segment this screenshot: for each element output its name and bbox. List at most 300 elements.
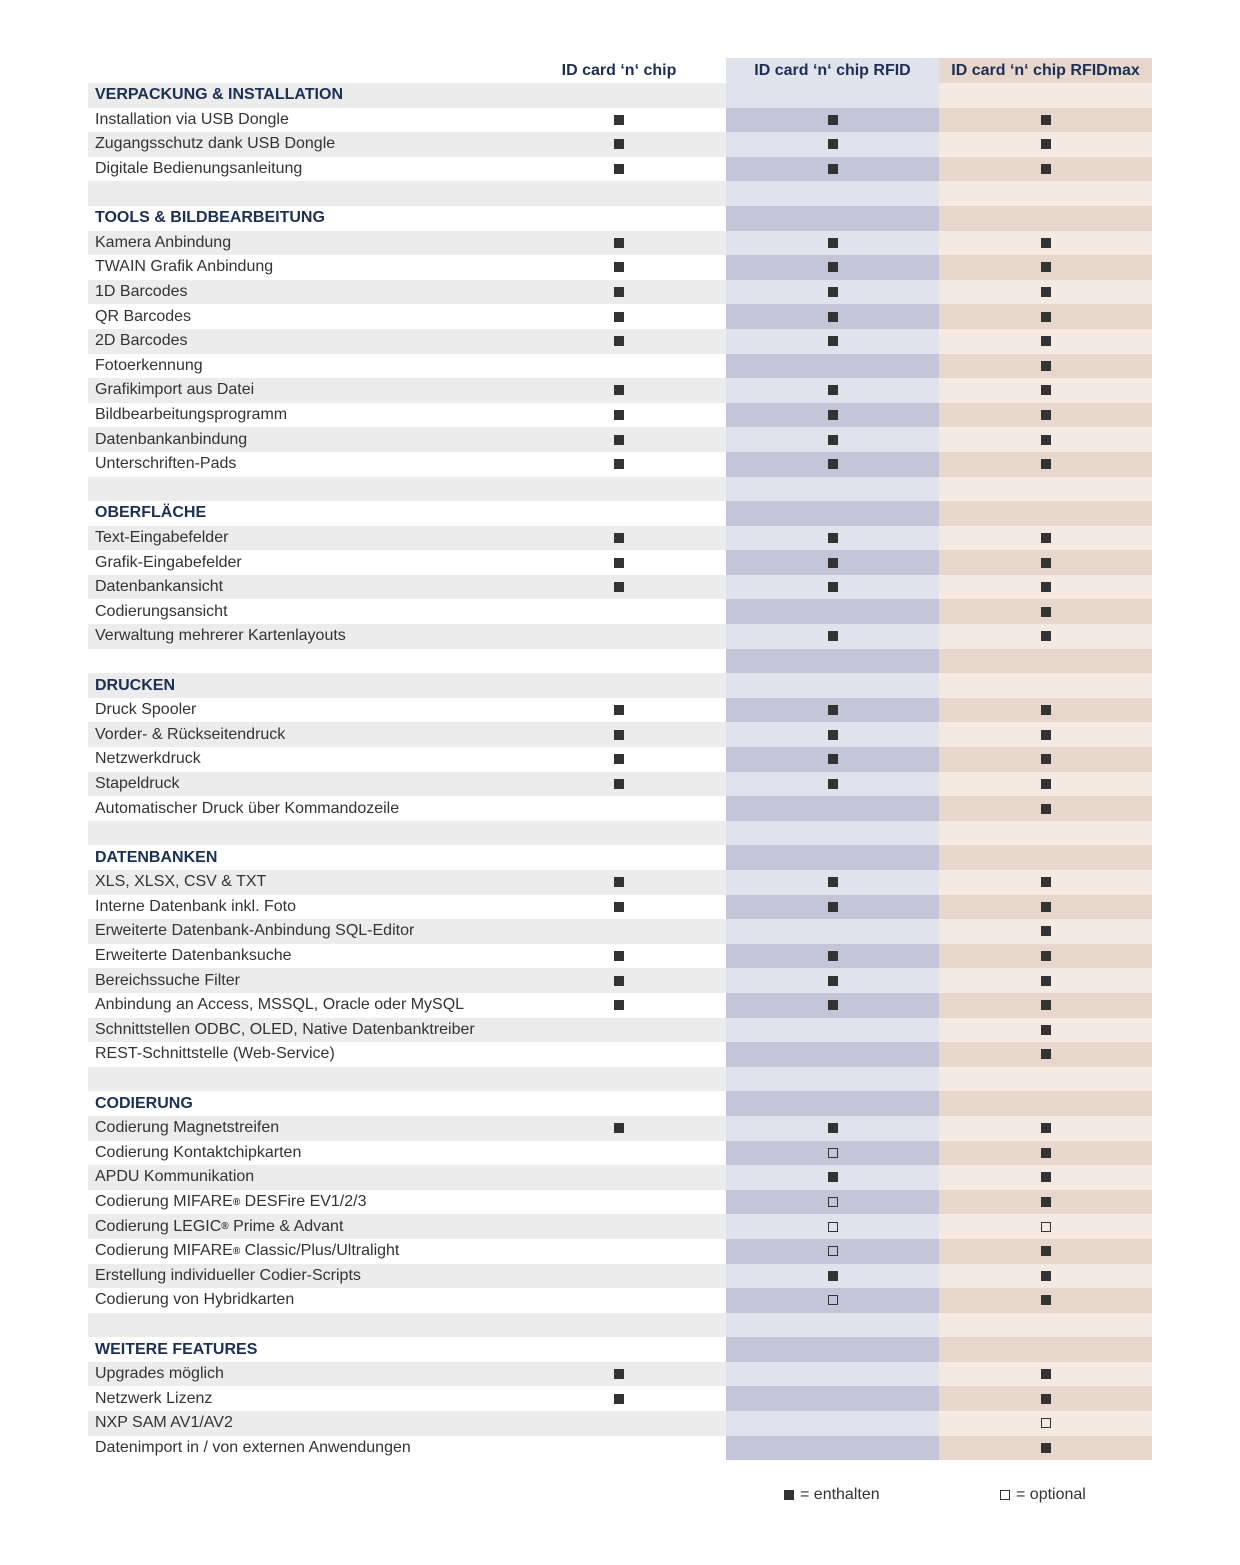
table-row bbox=[88, 354, 1152, 379]
cell-rfid bbox=[726, 895, 939, 920]
table-row bbox=[88, 1362, 1152, 1387]
included-square-icon bbox=[1041, 1295, 1051, 1305]
registered-mark: ® bbox=[221, 1221, 229, 1233]
cell-rfid bbox=[726, 255, 939, 280]
cell-rfidmax bbox=[939, 968, 1152, 993]
table-row bbox=[88, 550, 1152, 575]
table-row bbox=[88, 157, 1152, 182]
cell-basic bbox=[512, 255, 726, 280]
included-square-icon bbox=[1041, 1271, 1051, 1281]
cell-basic bbox=[512, 1436, 726, 1461]
cell-basic bbox=[512, 157, 726, 182]
included-square-icon bbox=[1041, 459, 1051, 469]
cell-rfid bbox=[726, 944, 939, 969]
cell-rfid bbox=[726, 157, 939, 182]
table-row bbox=[88, 772, 1152, 797]
included-square-icon bbox=[614, 238, 624, 248]
included-square-icon bbox=[614, 1123, 624, 1133]
cell-basic bbox=[512, 772, 726, 797]
cell-rfidmax bbox=[939, 231, 1152, 256]
cell-rfid bbox=[726, 427, 939, 452]
included-square-icon bbox=[614, 1394, 624, 1404]
feature-label: REST-Schnittstelle (Web-Service) bbox=[88, 1042, 512, 1067]
cell-rfidmax bbox=[939, 772, 1152, 797]
cell-rfidmax bbox=[939, 944, 1152, 969]
cell-rfidmax bbox=[939, 1165, 1152, 1190]
spacer-cell bbox=[88, 477, 512, 502]
included-square-icon bbox=[828, 533, 838, 543]
section-row bbox=[88, 206, 1152, 231]
column-header-basic: ID card ‘n‘ chip bbox=[561, 62, 677, 79]
feature-label: Text-Eingabefelder bbox=[88, 526, 512, 551]
included-square-icon bbox=[1041, 262, 1051, 272]
included-square-icon bbox=[614, 410, 624, 420]
cell-rfidmax bbox=[939, 403, 1152, 428]
cell-rfid bbox=[726, 1116, 939, 1141]
cell-basic bbox=[512, 231, 726, 256]
section-title: VERPACKUNG & INSTALLATION bbox=[88, 83, 512, 108]
included-square-icon bbox=[614, 902, 624, 912]
table-row bbox=[88, 599, 1152, 624]
cell-basic bbox=[512, 1386, 726, 1411]
included-square-icon bbox=[828, 976, 838, 986]
included-square-icon bbox=[828, 1271, 838, 1281]
cell-basic bbox=[512, 968, 726, 993]
included-square-icon bbox=[614, 459, 624, 469]
feature-label bbox=[88, 1239, 512, 1264]
included-square-icon bbox=[1041, 1148, 1051, 1158]
cell-basic bbox=[512, 304, 726, 329]
included-square-icon bbox=[614, 976, 624, 986]
section-title: OBERFLÄCHE bbox=[88, 501, 512, 526]
cell-rfidmax bbox=[939, 255, 1152, 280]
cell-rfid bbox=[726, 1165, 939, 1190]
cell-basic bbox=[512, 1190, 726, 1215]
spacer-cell bbox=[88, 649, 512, 674]
included-square-icon bbox=[614, 1000, 624, 1010]
cell-rfid bbox=[726, 132, 939, 157]
cell-rfidmax bbox=[939, 599, 1152, 624]
cell-basic bbox=[512, 1214, 726, 1239]
spacer-row bbox=[88, 1313, 1152, 1338]
cell-rfid bbox=[726, 452, 939, 477]
cell-rfidmax bbox=[939, 747, 1152, 772]
included-square-icon bbox=[614, 164, 624, 174]
feature-comparison-table bbox=[88, 58, 1152, 1460]
cell-basic bbox=[512, 1018, 726, 1043]
cell-rfidmax bbox=[939, 108, 1152, 133]
cell-basic bbox=[512, 477, 726, 502]
optional-square-icon bbox=[828, 1295, 838, 1305]
cell-rfid bbox=[726, 1042, 939, 1067]
cell-rfid bbox=[726, 280, 939, 305]
legend-optional-label: = optional bbox=[1016, 1486, 1086, 1503]
feature-label: Netzwerk Lizenz bbox=[88, 1386, 512, 1411]
cell-rfidmax bbox=[939, 1067, 1152, 1092]
included-square-icon bbox=[1041, 804, 1051, 814]
included-square-icon bbox=[828, 631, 838, 641]
cell-rfidmax bbox=[939, 1042, 1152, 1067]
cell-basic bbox=[512, 280, 726, 305]
feature-label: Erstellung individueller Codier-Scripts bbox=[88, 1264, 512, 1289]
included-square-icon bbox=[828, 238, 838, 248]
section-title: DRUCKEN bbox=[88, 673, 512, 698]
feature-label: Vorder- & Rückseitendruck bbox=[88, 722, 512, 747]
cell-rfidmax bbox=[939, 1386, 1152, 1411]
feature-label-main: Codierung LEGIC bbox=[95, 1217, 222, 1235]
cell-basic bbox=[512, 649, 726, 674]
included-square-icon bbox=[828, 902, 838, 912]
cell-basic bbox=[512, 624, 726, 649]
optional-square-icon bbox=[1041, 1222, 1051, 1232]
feature-label-suffix: Classic/Plus/Ultralight bbox=[240, 1242, 400, 1260]
table-row bbox=[88, 304, 1152, 329]
cell-rfid bbox=[726, 772, 939, 797]
cell-basic bbox=[512, 919, 726, 944]
feature-label: XLS, XLSX, CSV & TXT bbox=[88, 870, 512, 895]
included-square-icon bbox=[614, 779, 624, 789]
included-square-icon bbox=[614, 582, 624, 592]
cell-rfid bbox=[726, 1313, 939, 1338]
cell-basic bbox=[512, 1165, 726, 1190]
included-square-icon bbox=[1041, 1172, 1051, 1182]
cell-basic bbox=[512, 181, 726, 206]
feature-label: Kamera Anbindung bbox=[88, 231, 512, 256]
included-square-icon bbox=[828, 779, 838, 789]
table-row bbox=[88, 919, 1152, 944]
section-row bbox=[88, 845, 1152, 870]
table-row bbox=[88, 722, 1152, 747]
cell-rfid bbox=[726, 1436, 939, 1461]
feature-label: Datenbankansicht bbox=[88, 575, 512, 600]
cell-rfid bbox=[726, 747, 939, 772]
included-square-icon bbox=[1041, 877, 1051, 887]
cell-basic bbox=[512, 132, 726, 157]
cell-rfidmax bbox=[939, 698, 1152, 723]
included-square-icon bbox=[1041, 1000, 1051, 1010]
section-row bbox=[88, 1337, 1152, 1362]
cell-rfid bbox=[726, 181, 939, 206]
cell-basic bbox=[512, 1288, 726, 1313]
cell-basic bbox=[512, 550, 726, 575]
filled-square-icon bbox=[784, 1490, 794, 1500]
section-row bbox=[88, 501, 1152, 526]
cell-rfid bbox=[726, 1141, 939, 1166]
cell-basic bbox=[512, 206, 726, 231]
included-square-icon bbox=[1041, 533, 1051, 543]
included-square-icon bbox=[1041, 164, 1051, 174]
included-square-icon bbox=[828, 877, 838, 887]
cell-rfidmax bbox=[939, 206, 1152, 231]
feature-label: Bildbearbeitungsprogramm bbox=[88, 403, 512, 428]
table-row bbox=[88, 1141, 1152, 1166]
feature-label: Verwaltung mehrerer Kartenlayouts bbox=[88, 624, 512, 649]
included-square-icon bbox=[828, 1172, 838, 1182]
included-square-icon bbox=[1041, 951, 1051, 961]
optional-square-icon bbox=[1041, 1418, 1051, 1428]
table-row bbox=[88, 280, 1152, 305]
table-row bbox=[88, 895, 1152, 920]
included-square-icon bbox=[828, 115, 838, 125]
cell-rfid bbox=[726, 477, 939, 502]
feature-label-suffix: Prime & Advant bbox=[228, 1217, 344, 1235]
cell-rfidmax bbox=[939, 427, 1152, 452]
spacer-cell bbox=[88, 821, 512, 846]
cell-basic bbox=[512, 526, 726, 551]
cell-rfid bbox=[726, 1264, 939, 1289]
spacer-row bbox=[88, 477, 1152, 502]
cell-rfidmax bbox=[939, 722, 1152, 747]
table-row bbox=[88, 526, 1152, 551]
optional-square-icon bbox=[828, 1246, 838, 1256]
cell-basic bbox=[512, 403, 726, 428]
feature-label-suffix: DESFire EV1/2/3 bbox=[240, 1193, 367, 1211]
feature-label: Automatischer Druck über Kommandozeile bbox=[88, 796, 512, 821]
cell-rfidmax bbox=[939, 280, 1152, 305]
table-row bbox=[88, 452, 1152, 477]
cell-rfidmax bbox=[939, 550, 1152, 575]
cell-rfid bbox=[726, 919, 939, 944]
table-row bbox=[88, 231, 1152, 256]
included-square-icon bbox=[828, 139, 838, 149]
cell-basic bbox=[512, 1362, 726, 1387]
included-square-icon bbox=[1041, 1197, 1051, 1207]
cell-rfidmax bbox=[939, 1337, 1152, 1362]
feature-label: Anbindung an Access, MSSQL, Oracle oder MySQL bbox=[88, 993, 512, 1018]
included-square-icon bbox=[614, 385, 624, 395]
optional-square-icon bbox=[828, 1197, 838, 1207]
feature-label: APDU Kommunikation bbox=[88, 1165, 512, 1190]
cell-rfid bbox=[726, 870, 939, 895]
cell-basic bbox=[512, 1411, 726, 1436]
feature-label: Digitale Bedienungsanleitung bbox=[88, 157, 512, 182]
table-row bbox=[88, 427, 1152, 452]
table-row bbox=[88, 796, 1152, 821]
feature-label: Codierung von Hybridkarten bbox=[88, 1288, 512, 1313]
legend-optional bbox=[1000, 1486, 1086, 1504]
feature-label-main: Codierung MIFARE bbox=[95, 1193, 233, 1211]
included-square-icon bbox=[614, 533, 624, 543]
feature-label: 1D Barcodes bbox=[88, 280, 512, 305]
included-square-icon bbox=[614, 312, 624, 322]
optional-square-icon bbox=[828, 1148, 838, 1158]
cell-rfidmax bbox=[939, 1288, 1152, 1313]
included-square-icon bbox=[1041, 1443, 1051, 1453]
cell-rfid bbox=[726, 845, 939, 870]
included-square-icon bbox=[614, 262, 624, 272]
included-square-icon bbox=[1041, 435, 1051, 445]
spacer-row bbox=[88, 1067, 1152, 1092]
cell-rfidmax bbox=[939, 624, 1152, 649]
cell-rfid bbox=[726, 1018, 939, 1043]
legend-included-label: = enthalten bbox=[800, 1486, 880, 1503]
cell-rfid bbox=[726, 1411, 939, 1436]
included-square-icon bbox=[828, 951, 838, 961]
cell-basic bbox=[512, 747, 726, 772]
included-square-icon bbox=[828, 336, 838, 346]
cell-rfidmax bbox=[939, 845, 1152, 870]
included-square-icon bbox=[828, 1123, 838, 1133]
table-row bbox=[88, 993, 1152, 1018]
cell-basic bbox=[512, 821, 726, 846]
header-spacer bbox=[88, 58, 512, 83]
included-square-icon bbox=[1041, 582, 1051, 592]
feature-label: Codierung Magnetstreifen bbox=[88, 1116, 512, 1141]
feature-label bbox=[88, 1190, 512, 1215]
included-square-icon bbox=[1041, 287, 1051, 297]
included-square-icon bbox=[1041, 558, 1051, 568]
cell-rfidmax bbox=[939, 1018, 1152, 1043]
included-square-icon bbox=[1041, 926, 1051, 936]
feature-label: Erweiterte Datenbank-Anbindung SQL-Editor bbox=[88, 919, 512, 944]
cell-rfid bbox=[726, 1288, 939, 1313]
optional-square-icon bbox=[828, 1222, 838, 1232]
feature-label-main: Codierung MIFARE bbox=[95, 1242, 233, 1260]
table-row bbox=[88, 1116, 1152, 1141]
spacer-row bbox=[88, 181, 1152, 206]
feature-label: Grafik-Eingabefelder bbox=[88, 550, 512, 575]
cell-rfid bbox=[726, 993, 939, 1018]
cell-rfidmax bbox=[939, 181, 1152, 206]
cell-basic bbox=[512, 1141, 726, 1166]
feature-label: Druck Spooler bbox=[88, 698, 512, 723]
cell-rfid bbox=[726, 206, 939, 231]
cell-basic bbox=[512, 427, 726, 452]
table-row bbox=[88, 1190, 1152, 1215]
table-row bbox=[88, 378, 1152, 403]
included-square-icon bbox=[614, 730, 624, 740]
cell-basic bbox=[512, 1239, 726, 1264]
included-square-icon bbox=[828, 459, 838, 469]
cell-rfidmax bbox=[939, 1264, 1152, 1289]
table-row bbox=[88, 575, 1152, 600]
table-row bbox=[88, 403, 1152, 428]
registered-mark: ® bbox=[232, 1245, 241, 1257]
table-row bbox=[88, 1214, 1152, 1239]
feature-label: Interne Datenbank inkl. Foto bbox=[88, 895, 512, 920]
cell-rfid bbox=[726, 329, 939, 354]
cell-rfid bbox=[726, 1190, 939, 1215]
feature-label: NXP SAM AV1/AV2 bbox=[88, 1411, 512, 1436]
cell-rfid bbox=[726, 403, 939, 428]
section-title: CODIERUNG bbox=[88, 1091, 512, 1116]
legend-included bbox=[784, 1486, 880, 1504]
cell-basic bbox=[512, 575, 726, 600]
cell-rfidmax bbox=[939, 993, 1152, 1018]
included-square-icon bbox=[614, 877, 624, 887]
cell-basic bbox=[512, 1042, 726, 1067]
cell-rfid bbox=[726, 796, 939, 821]
included-square-icon bbox=[828, 730, 838, 740]
table-row bbox=[88, 1239, 1152, 1264]
included-square-icon bbox=[1041, 336, 1051, 346]
spacer-cell bbox=[88, 1067, 512, 1092]
included-square-icon bbox=[828, 262, 838, 272]
included-square-icon bbox=[1041, 730, 1051, 740]
included-square-icon bbox=[614, 336, 624, 346]
cell-basic bbox=[512, 501, 726, 526]
spacer-row bbox=[88, 821, 1152, 846]
included-square-icon bbox=[1041, 410, 1051, 420]
included-square-icon bbox=[1041, 139, 1051, 149]
cell-rfid bbox=[726, 673, 939, 698]
table-row bbox=[88, 870, 1152, 895]
cell-rfid bbox=[726, 968, 939, 993]
feature-label: Upgrades möglich bbox=[88, 1362, 512, 1387]
feature-label: 2D Barcodes bbox=[88, 329, 512, 354]
cell-rfidmax bbox=[939, 1091, 1152, 1116]
table-row bbox=[88, 1411, 1152, 1436]
included-square-icon bbox=[614, 705, 624, 715]
cell-basic bbox=[512, 452, 726, 477]
included-square-icon bbox=[614, 1369, 624, 1379]
cell-basic bbox=[512, 796, 726, 821]
cell-rfidmax bbox=[939, 1362, 1152, 1387]
empty-square-icon bbox=[1000, 1490, 1010, 1500]
cell-basic bbox=[512, 722, 726, 747]
included-square-icon bbox=[614, 558, 624, 568]
included-square-icon bbox=[828, 385, 838, 395]
table-body bbox=[88, 83, 1152, 1460]
cell-rfidmax bbox=[939, 354, 1152, 379]
column-header-rfidmax: ID card ‘n‘ chip RFIDmax bbox=[939, 58, 1152, 83]
cell-rfidmax bbox=[939, 919, 1152, 944]
included-square-icon bbox=[1041, 1394, 1051, 1404]
included-square-icon bbox=[614, 139, 624, 149]
cell-rfidmax bbox=[939, 575, 1152, 600]
cell-rfidmax bbox=[939, 526, 1152, 551]
included-square-icon bbox=[614, 951, 624, 961]
included-square-icon bbox=[614, 435, 624, 445]
included-square-icon bbox=[1041, 1246, 1051, 1256]
table-row bbox=[88, 1386, 1152, 1411]
table-row bbox=[88, 1436, 1152, 1461]
section-title: DATENBANKEN bbox=[88, 845, 512, 870]
cell-rfid bbox=[726, 1337, 939, 1362]
cell-rfid bbox=[726, 1386, 939, 1411]
feature-label: Netzwerkdruck bbox=[88, 747, 512, 772]
feature-label: Datenimport in / von externen Anwendungen bbox=[88, 1436, 512, 1461]
cell-rfidmax bbox=[939, 304, 1152, 329]
cell-rfidmax bbox=[939, 649, 1152, 674]
table-header bbox=[88, 58, 1152, 83]
table-row bbox=[88, 108, 1152, 133]
cell-rfid bbox=[726, 1091, 939, 1116]
spacer-cell bbox=[88, 181, 512, 206]
cell-basic bbox=[512, 354, 726, 379]
included-square-icon bbox=[1041, 976, 1051, 986]
cell-rfidmax bbox=[939, 378, 1152, 403]
included-square-icon bbox=[1041, 312, 1051, 322]
cell-rfid bbox=[726, 1214, 939, 1239]
cell-basic bbox=[512, 378, 726, 403]
feature-label: Grafikimport aus Datei bbox=[88, 378, 512, 403]
feature-label: TWAIN Grafik Anbindung bbox=[88, 255, 512, 280]
cell-rfidmax bbox=[939, 1190, 1152, 1215]
included-square-icon bbox=[828, 582, 838, 592]
cell-rfid bbox=[726, 599, 939, 624]
feature-label: QR Barcodes bbox=[88, 304, 512, 329]
table-row bbox=[88, 1264, 1152, 1289]
cell-rfidmax bbox=[939, 1141, 1152, 1166]
cell-rfidmax bbox=[939, 132, 1152, 157]
included-square-icon bbox=[828, 705, 838, 715]
table-row bbox=[88, 1165, 1152, 1190]
cell-rfid bbox=[726, 378, 939, 403]
included-square-icon bbox=[1041, 1025, 1051, 1035]
feature-label: Unterschriften-Pads bbox=[88, 452, 512, 477]
cell-basic bbox=[512, 599, 726, 624]
